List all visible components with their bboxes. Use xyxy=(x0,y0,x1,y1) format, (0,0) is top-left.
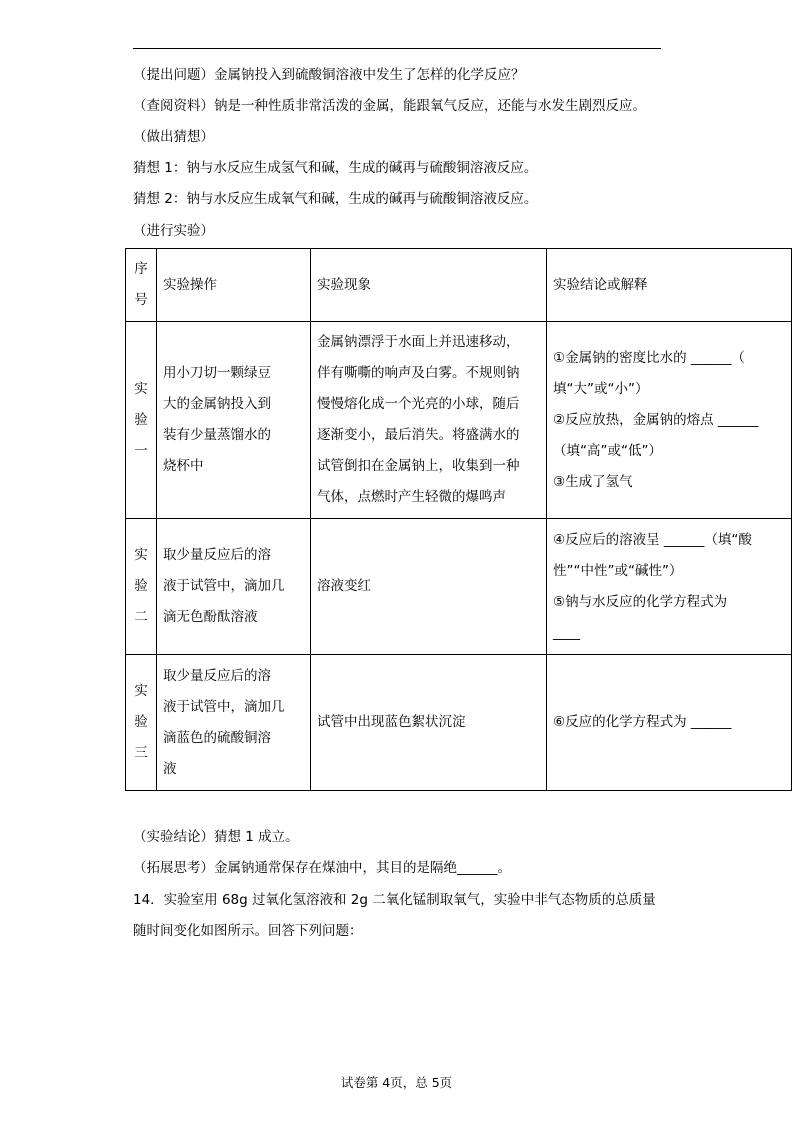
experiment-heading: （进行实验） xyxy=(133,223,214,239)
row3-phenomenon: 试管中出现蓝色絮状沉淀 xyxy=(311,655,547,791)
row2-seq: 实 验 二 xyxy=(126,519,157,655)
intro-reference: （查阅资料）钠是一种性质非常活泼的金属，能跟氧气反应，还能与水发生剧烈反应。 xyxy=(133,98,646,114)
header-conclusion: 实验结论或解释 xyxy=(547,249,792,322)
row1-phenomenon: 金属钠漂浮于水面上并迅速移动， 伴有嘶嘶的响声及白雾。不规则钠 慢慢熔化成一个光亮的小球，随后 逐渐变小，最后消失。将盛满水的 试管倒扣在金属钠上，收集到一种 气体，点燃时产生轻微的爆鸣声 xyxy=(311,322,547,519)
intro-question: （提出问题）金属钠投入到硫酸铜溶液中发生了怎样的化学反应？ xyxy=(133,67,525,83)
hypothesis-2: 猜想 2：钠与水反应生成氧气和碱，生成的碱再与硫酸铜溶液反应。 xyxy=(133,191,538,207)
header-rule xyxy=(133,48,661,49)
row3-conclusion: ⑥反应的化学方程式为 ______ xyxy=(547,655,792,791)
header-phenomenon: 实验现象 xyxy=(311,249,547,322)
experiment-table xyxy=(125,248,792,791)
extension-thinking: （拓展思考）金属钠通常保存在煤油中，其目的是隔绝______。 xyxy=(133,860,511,876)
question-14-line-1: 14．实验室用 68g 过氧化氢溶液和 2g 二氧化锰制取氧气，实验中非气态物质的总质量 xyxy=(133,892,656,908)
table-header-row xyxy=(126,249,792,322)
row3-seq: 实 验 三 xyxy=(126,655,157,791)
table-row xyxy=(126,519,792,655)
row1-seq: 实 验 一 xyxy=(126,322,157,519)
row1-conclusion: ①金属钠的密度比水的 ______（ 填“大”或“小”） ②反应放热，金属钠的熔点 ______ （填“高”或“低”） ③生成了氢气 xyxy=(547,322,792,519)
row2-conclusion: ④反应后的溶液呈 ______（填“酸 性”“中性”或“碱性”） ⑤钠与水反应的化学方程式为 ____ xyxy=(547,519,792,655)
experiment-conclusion: （实验结论）猜想 1 成立。 xyxy=(133,829,299,845)
question-14-line-2: 随时间变化如图所示。回答下列问题： xyxy=(133,923,363,939)
header-seq: 序 号 xyxy=(126,249,157,322)
hypothesis-heading: （做出猜想） xyxy=(133,129,214,145)
table-row xyxy=(126,322,792,519)
table-row xyxy=(126,655,792,791)
page-footer: 试卷第 4页，总 5页 xyxy=(340,1075,453,1090)
row3-operation: 取少量反应后的溶 液于试管中，滴加几 滴蓝色的硫酸铜溶 液 xyxy=(157,655,311,791)
hypothesis-1: 猜想 1：钠与水反应生成氢气和碱，生成的碱再与硫酸铜溶液反应。 xyxy=(133,160,538,176)
row2-phenomenon: 溶液变红 xyxy=(311,519,547,655)
row1-operation: 用小刀切一颗绿豆 大的金属钠投入到 装有少量蒸馏水的 烧杯中 xyxy=(157,322,311,519)
header-operation: 实验操作 xyxy=(157,249,311,322)
row2-operation: 取少量反应后的溶 液于试管中，滴加几 滴无色酚酞溶液 xyxy=(157,519,311,655)
